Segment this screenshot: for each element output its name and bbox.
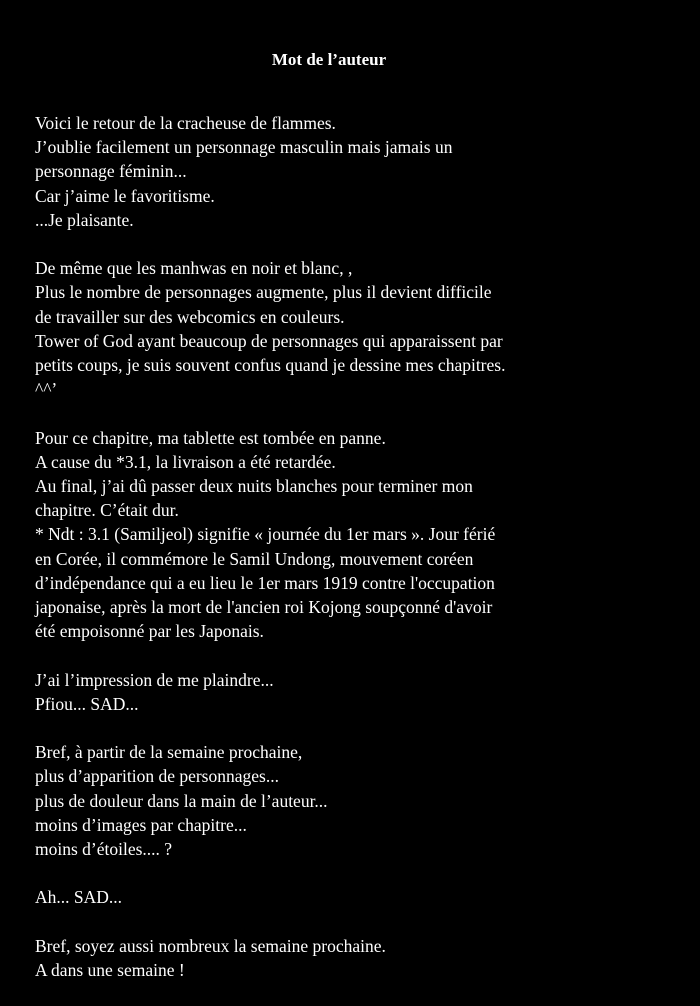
paragraph (35, 934, 675, 982)
text-line: A cause du *3.1, la livraison a été retardée. (35, 451, 336, 472)
paragraph (35, 885, 675, 909)
text-line: plus d’apparition de personnages... (35, 766, 279, 787)
text-line: petits coups, je suis souvent confus quand je dessine mes chapitres. (35, 355, 506, 376)
paragraph (35, 668, 675, 716)
text-line: Plus le nombre de personnages augmente, plus il devient difficile (35, 282, 492, 303)
text-line: J’oublie facilement un personnage masculin mais jamais un (35, 137, 453, 158)
text-line: De même que les manhwas en noir et blanc, , (35, 258, 353, 279)
footnote-line: japonaise, après la mort de l'ancien roi Kojong soupçonné d'avoir (35, 597, 493, 618)
text-line: A dans une semaine ! (35, 960, 185, 981)
text-line: de travailler sur des webcomics en couleurs. (35, 306, 345, 327)
footnote-line: en Corée, il commémore le Samil Undong, mouvement coréen (35, 548, 474, 569)
paragraph (35, 740, 675, 861)
text-line: personnage féminin... (35, 161, 187, 182)
text-line: Ah... SAD... (35, 887, 123, 908)
text-line: moins d’étoiles.... ? (35, 839, 173, 860)
note-body (35, 111, 675, 1006)
text-line: ...Je plaisante. (35, 209, 134, 230)
text-line: Bref, soyez aussi nombreux la semaine prochaine. (35, 935, 386, 956)
page-title: Mot de l’auteur (271, 50, 387, 69)
text-line: moins d’images par chapitre... (35, 814, 247, 835)
paragraph (35, 426, 675, 644)
text-line: chapitre. C’était dur. (35, 500, 179, 521)
text-line: Pfiou... SAD... (35, 693, 139, 714)
text-line: Bref, à partir de la semaine prochaine, (35, 742, 303, 763)
text-line: Car j’aime le favoritisme. (35, 185, 215, 206)
text-line: Voici le retour de la cracheuse de flammes. (35, 113, 336, 133)
text-line: Tower of God ayant beaucoup de personnages qui apparaissent par (35, 330, 503, 351)
footnote-line: d’indépendance qui a eu lieu le 1er mars 1919 contre l'occupation (35, 572, 495, 593)
text-line: ^^’ (35, 379, 58, 400)
paragraph (35, 111, 675, 232)
paragraph (35, 256, 675, 401)
text-line: J’ai l’impression de me plaindre... (35, 669, 274, 690)
text-line: Au final, j’ai dû passer deux nuits blanches pour terminer mon (35, 476, 473, 497)
footnote-line: été empoisonné par les Japonais. (35, 621, 264, 642)
footnote-line: * Ndt : 3.1 (Samiljeol) signifie « journée du 1er mars ». Jour férié (35, 524, 496, 545)
text-line: plus de douleur dans la main de l’auteur... (35, 790, 328, 811)
text-line: Pour ce chapitre, ma tablette est tombée en panne. (35, 427, 386, 448)
